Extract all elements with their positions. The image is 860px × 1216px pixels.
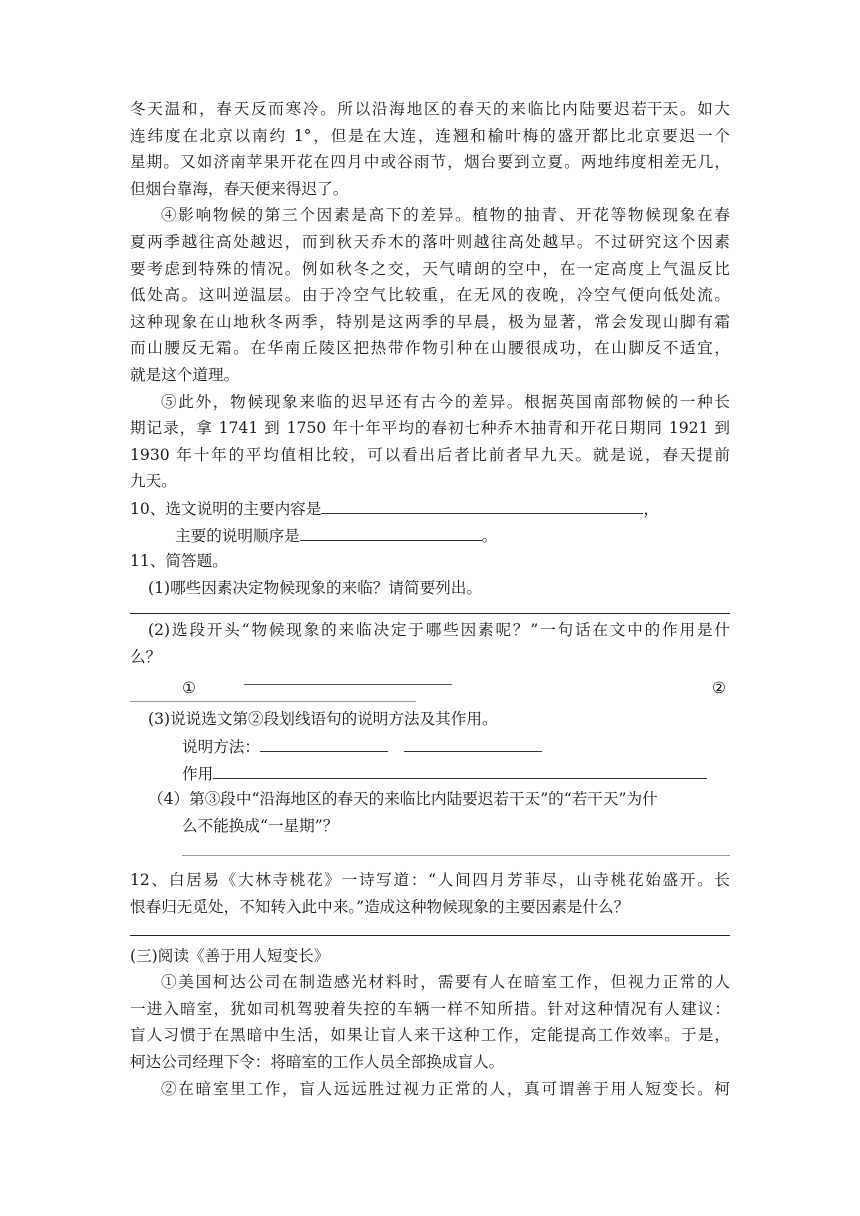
effect-blank[interactable] xyxy=(213,760,707,779)
p3-1-line-4: 柯达公司经理下令：将暗室的工作人员全部换成盲人。 xyxy=(130,1053,505,1071)
p5-line-2: 期记录，拿 1741 到 1750 年十年平均的春初七种乔木抽青和开花日期同 1921 到 xyxy=(130,419,730,438)
dotted-emphasis: 若 ·干 ·天 · xyxy=(493,790,540,808)
p3-1-line-1: ①美国柯达公司在制造感光材料时，需要有人在暗室工作，但视力正常的人 xyxy=(161,973,730,992)
p4-line-2: 夏两季越往高处越迟，而到秋天乔木的落叶则越往高处越早。不过研究这个因素 xyxy=(130,232,730,251)
answer-rule-1[interactable] xyxy=(130,601,730,617)
p4-line-5: 这种现象在山地秋冬两季，特别是这两季的早晨，极为显著，常会发现山脚有霜 xyxy=(130,312,730,331)
p4-line-3: 要考虑到特殊的情况。例如秋冬之交，天气晴朗的空中，在一定高度上气温反比 xyxy=(130,259,730,278)
method-blank-2[interactable] xyxy=(404,733,542,752)
p4-line-1: ④影响物候的第三个因素是高下的差异。植物的抽青、开花等物候现象在春 xyxy=(161,206,730,225)
p3-2-line-1: ②在暗室里工作，盲人远远胜过视力正常的人，真可谓善于用人短变长。柯 xyxy=(161,1079,730,1098)
question-11-3: (3)说说选文第②段划线语句的说明方法及其作用。 xyxy=(148,710,498,729)
answer-rule-2[interactable] xyxy=(130,839,730,867)
passage-3-title: (三)阅读《善于用人短变长》 xyxy=(130,946,330,965)
question-11-2-line-1: (2)选段开头“物候现象的来临决定于哪些因素呢？”一句话在文中的作用是什 xyxy=(148,621,730,640)
question-11-2-line-2: 么？ xyxy=(130,647,162,666)
question-11-heading: 11、简答题。 xyxy=(130,552,228,571)
answer-blank-1[interactable] xyxy=(244,684,452,685)
p5-line-1: ⑤此外，物候现象来临的迟早还有古今的差异。根据英国南部物候的一种长 xyxy=(161,392,730,411)
method-blank-1[interactable] xyxy=(260,733,388,752)
answer-blank[interactable] xyxy=(300,522,482,541)
p4-line-4: 低处高。这叫逆温层。由于冷空气比较重，在无风的夜晚，冷空气便向低处流。 xyxy=(130,286,730,305)
p3-line-2: 连纬度在北京以南约 1°，但是在大连，连翘和榆叶梅的盛开都比北京要迟一个 xyxy=(130,126,730,145)
question-10-order: 主要的说明顺序是 。 xyxy=(130,522,730,549)
p5-line-4: 九天。 xyxy=(130,472,177,491)
p3-1-line-3: 盲人习惯于在黑暗中生活，如果让盲人来干这种工作，定能提高工作效率。于是， xyxy=(130,1026,730,1045)
dotted-emphasis: 若 ·干 ·天 · xyxy=(631,100,678,118)
p3-line-1: 冬天温和，春天反而寒冷。所以沿海地区的春天的来临比内陆要迟若 ·干 ·天 ·。如大 xyxy=(130,96,730,123)
document-page xyxy=(130,96,730,1102)
question-12-line-1: 12、白居易《大林寺桃花》一诗写道：“人间四月芳菲尽，山寺桃花始盛开。长 xyxy=(130,871,730,890)
p3-1-line-2: 一进入暗室，犹如司机驾驶着失控的车辆一样不知所措。针对这种情况有人建议： xyxy=(130,999,730,1018)
p5-line-3: 1930 年十年的平均值相比较，可以看出后者比前者早九天。就是说，春天提前 xyxy=(130,445,730,464)
answer-rule-3[interactable] xyxy=(130,921,730,943)
question-11-4-line-2: 么不能换成“一星期”？ xyxy=(182,816,339,835)
answer-marker-2: ② xyxy=(712,679,726,698)
answer-marker-1: ① xyxy=(182,679,196,698)
p3-line-4: 但烟台靠海，春天便来得迟了。 xyxy=(130,179,349,198)
answer-blank-2[interactable] xyxy=(130,701,416,702)
p4-line-6: 而山腰反无霜。在华南丘陵区把热带作物引种在山腰很成功，在山脚反不适宜， xyxy=(130,339,730,358)
question-11-1: (1)哪些因素决定物候现象的来临？请简要列出。 xyxy=(148,578,482,597)
question-11-4-line-1: （4）第③段中“沿海地区的春天的来临比内陆要迟若 ·干 ·天 ·”的“若干天”为什 xyxy=(130,786,730,813)
question-11-3-effect: 作用 xyxy=(130,760,730,787)
p3-line-3: 星期。又如济南苹果开花在四月中或谷雨节，烟台要到立夏。两地纬度相差无几， xyxy=(130,153,730,172)
question-12-line-2: 恨春归无觅处，不知转入此中来。”造成这种物候现象的主要因素是什么？ xyxy=(130,898,630,917)
p4-line-7: 就是这个道理。 xyxy=(130,365,240,384)
question-11-3-method: 说明方法： xyxy=(130,733,730,760)
question-11-2-answers xyxy=(130,670,730,706)
question-10-main-content: 10、选文说明的主要内容是 ， xyxy=(130,495,730,522)
answer-blank[interactable] xyxy=(321,495,643,514)
